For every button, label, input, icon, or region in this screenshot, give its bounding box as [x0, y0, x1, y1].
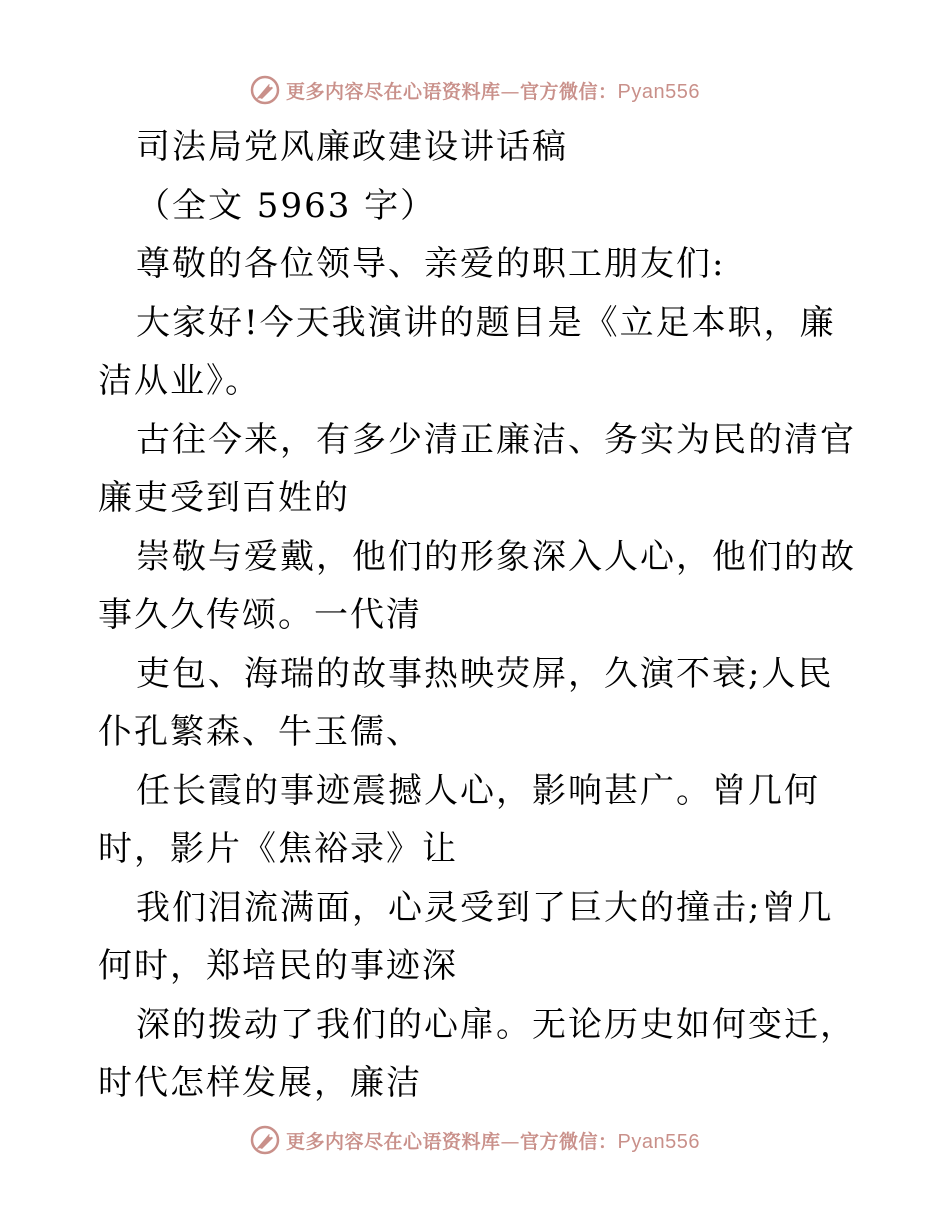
- word-count-note: （全文 5963 字）: [136, 185, 437, 226]
- watermark-wechat-id: Pyan556: [617, 80, 700, 103]
- watermark-text: [286, 1127, 700, 1154]
- paragraph: 崇敬与爱戴，他们的形象深入人心，他们的故事久久传颂。一代清: [98, 536, 856, 635]
- watermark-slogan: 更多内容尽在心语资料库: [286, 1130, 501, 1153]
- pen-nib-logo-icon: [250, 75, 280, 105]
- watermark-text: [286, 77, 700, 104]
- watermark-slogan: 更多内容尽在心语资料库: [286, 80, 501, 103]
- watermark-wechat-label: 官方微信：: [520, 1130, 618, 1153]
- paragraph: 古往今来，有多少清正廉洁、务实为民的清官廉吏受到百姓的: [98, 419, 856, 518]
- document-body: [98, 118, 858, 1113]
- paragraph: 吏包、海瑞的故事热映荧屏，久演不衰;人民仆孔繁森、牛玉儒、: [98, 653, 834, 752]
- document-title: 司法局党风廉政建设讲话稿: [136, 127, 568, 167]
- paragraph: 尊敬的各位领导、亲爱的职工朋友们:: [136, 244, 726, 284]
- header-watermark-banner: [0, 70, 950, 110]
- paragraph: 深的拨动了我们的心扉。无论历史如何变迁，时代怎样发展，廉洁: [98, 1004, 856, 1103]
- footer-watermark-banner: [0, 1120, 950, 1160]
- watermark-dash: —: [500, 80, 521, 103]
- watermark-wechat-label: 官方微信：: [520, 80, 618, 103]
- watermark-dash: —: [500, 1130, 521, 1153]
- watermark-wechat-id: Pyan556: [617, 1130, 700, 1153]
- paragraph: 大家好!今天我演讲的题目是《立足本职，廉洁从业》。: [98, 302, 836, 401]
- pen-nib-logo-icon: [250, 1125, 280, 1155]
- paragraph: 任长霞的事迹震撼人心，影响甚广。曾几何时，影片《焦裕录》让: [98, 770, 820, 869]
- paragraph: 我们泪流满面，心灵受到了巨大的撞击;曾几何时，郑培民的事迹深: [98, 887, 834, 986]
